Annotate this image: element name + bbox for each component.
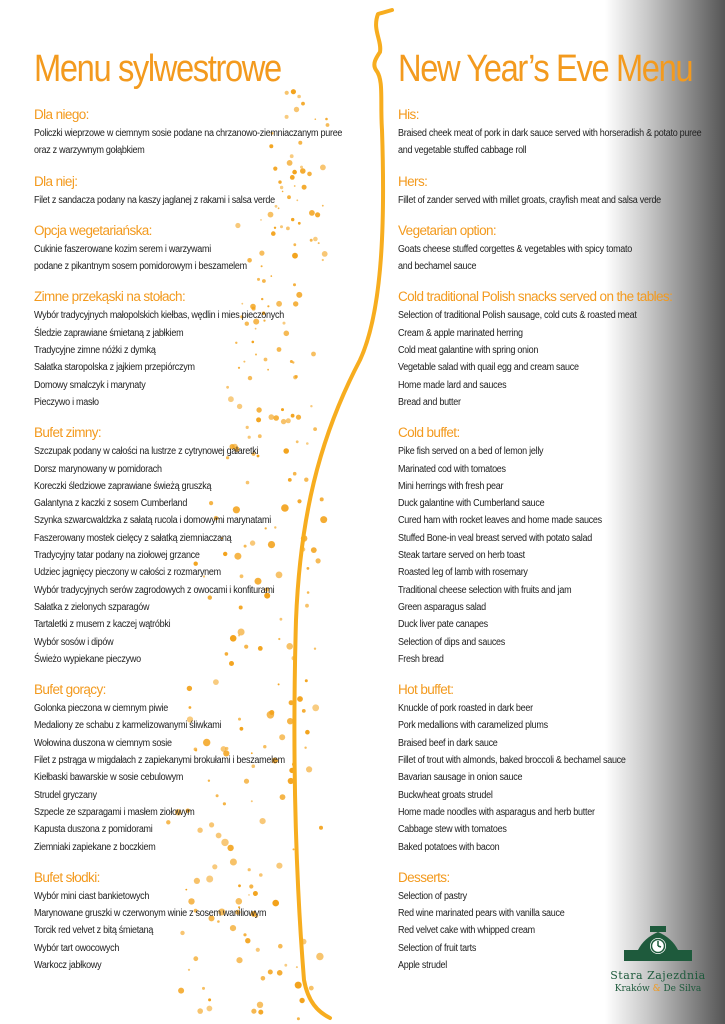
section bbox=[34, 868, 324, 974]
section-heading: Dla niego: bbox=[34, 107, 89, 122]
menu-item: Golonka pieczona w ciemnym piwie bbox=[34, 703, 168, 715]
menu-item: Wybór tradycyjnych małopolskich kiełbas, wędlin i mies pieczonych bbox=[34, 310, 284, 322]
menu-item: Domowy smalczyk i marynaty bbox=[34, 379, 146, 391]
menu-item: Kiełbaski bawarskie w sosie cebulowym bbox=[34, 772, 184, 784]
section bbox=[398, 221, 698, 276]
bubble bbox=[257, 1002, 263, 1008]
menu-item: Duck galantine with Cumberland sauce bbox=[398, 498, 545, 510]
polish-menu-title: Menu sylwestrowe bbox=[34, 48, 281, 90]
menu-item: Wołowina duszona w ciemnym sosie bbox=[34, 737, 172, 749]
menu-item: Udziec jagnięcy pieczony w całości z rozmarynem bbox=[34, 567, 221, 579]
menu-item: Koreczki śledziowe zaprawiane świeżą gruszką bbox=[34, 480, 212, 492]
section-heading: Zimne przekąski na stołach: bbox=[34, 289, 186, 305]
section bbox=[398, 423, 698, 668]
menu-item: Braised beef in dark sauce bbox=[398, 737, 498, 749]
polish-sections bbox=[34, 105, 343, 974]
menu-item: Wybór tradycyjnych serów zagrodowych z owocami i konfiturami bbox=[34, 584, 275, 596]
menu-item: Pike fish served on a bed of lemon jelly bbox=[398, 446, 544, 458]
section bbox=[398, 680, 698, 856]
english-menu-column bbox=[398, 48, 702, 986]
menu-item: Selection of fruit tarts bbox=[398, 942, 477, 954]
section-heading: His: bbox=[398, 107, 419, 122]
section-heading: Vegetarian option: bbox=[398, 222, 497, 238]
menu-item: Selection of pastry bbox=[398, 890, 467, 902]
section-heading: Bufet słodki: bbox=[34, 869, 100, 885]
menu-item: Szpecle ze szparagami i masłem ziołowym bbox=[34, 806, 195, 818]
bubble bbox=[297, 1017, 300, 1020]
menu-item: and vegetable stuffed cabbage roll bbox=[398, 145, 527, 157]
menu-item: Buckwheat groats strudel bbox=[398, 789, 493, 801]
menu-item: Dorsz marynowany w pomidorach bbox=[34, 463, 162, 475]
menu-item: Ziemniaki zapiekane z boczkiem bbox=[34, 841, 156, 853]
section bbox=[398, 172, 698, 209]
logo-city-line bbox=[596, 984, 720, 994]
menu-item: Roasted leg of lamb with rosemary bbox=[398, 567, 528, 579]
menu-item: Stuffed Bone-in veal breast served with potato salad bbox=[398, 532, 592, 544]
menu-item: Strudel gryczany bbox=[34, 789, 97, 801]
section bbox=[34, 105, 343, 160]
menu-item: Tradycyjny tatar podany na ziołowej grzance bbox=[34, 550, 200, 562]
menu-item: Red wine marinated pears with vanilla sauce bbox=[398, 908, 565, 920]
menu-item: and bechamel sauce bbox=[398, 261, 477, 273]
bubble bbox=[258, 1010, 263, 1015]
menu-item: Policzki wieprzowe w ciemnym sosie podane na chrzanowo-ziemniaczanym puree bbox=[34, 128, 343, 139]
menu-item: oraz z warzywnym gołąbkiem bbox=[34, 145, 145, 157]
menu-item: Świeżo wypiekane pieczywo bbox=[34, 653, 141, 665]
menu-item: Selection of dips and sauces bbox=[398, 636, 506, 648]
menu-item: Warkocz jabłkowy bbox=[34, 959, 102, 971]
menu-item: Cold meat galantine with spring onion bbox=[398, 345, 539, 357]
menu-item: Cukinie faszerowane kozim serem i warzywami bbox=[34, 243, 211, 255]
menu-item: Cabbage stew with tomatoes bbox=[398, 824, 507, 836]
menu-item: Braised cheek meat of pork in dark sauce served with horseradish & potato puree bbox=[398, 128, 702, 139]
menu-item: Szynka szwarcwaldzka z sałatą rucola i domowymi marynatami bbox=[34, 515, 271, 527]
menu-item: Fresh bread bbox=[398, 653, 444, 665]
menu-item: Mini herrings with fresh pear bbox=[398, 480, 504, 492]
menu-item: Bread and butter bbox=[398, 396, 461, 408]
polish-menu-column bbox=[34, 48, 343, 986]
menu-item: Szczupak podany w całości na lustrze z cytrynowej galaretki bbox=[34, 446, 259, 458]
bubble bbox=[326, 123, 330, 127]
section bbox=[34, 287, 324, 411]
bubble bbox=[178, 988, 184, 994]
section-heading: Bufet gorący: bbox=[34, 682, 106, 698]
menu-item: Medaliony ze schabu z karmelizowanymi śliwkami bbox=[34, 720, 222, 732]
logo-ampersand: & bbox=[652, 984, 661, 994]
menu-item: Wybór mini ciast bankietowych bbox=[34, 890, 150, 902]
section-heading: Cold buffet: bbox=[398, 425, 460, 441]
section bbox=[398, 287, 698, 411]
logo-name: Stara Zajezdnia bbox=[610, 969, 706, 982]
restaurant-logo bbox=[596, 924, 720, 994]
menu-item: Wybór sosów i dipów bbox=[34, 636, 114, 648]
menu-item: Vegetable salad with quail egg and cream sauce bbox=[398, 362, 579, 374]
menu-item: Fillet of trout with almonds, baked broccoli & bechamel sauce bbox=[398, 755, 626, 767]
menu-item: Traditional cheese selection with fruits and jam bbox=[398, 584, 572, 596]
bubble bbox=[197, 1008, 203, 1014]
bubble bbox=[251, 1009, 256, 1014]
menu-item: podane z pikantnym sosem pomidorowym i beszamelem bbox=[34, 261, 247, 273]
menu-item: Duck liver pate canapes bbox=[398, 619, 488, 631]
section bbox=[34, 680, 324, 856]
english-sections bbox=[398, 105, 702, 974]
menu-item: Cream & apple marinated herring bbox=[398, 327, 523, 339]
english-menu-title: New Year’s Eve Menu bbox=[398, 48, 693, 90]
menu-item: Bavarian sausage in onion sauce bbox=[398, 772, 523, 784]
section bbox=[34, 221, 324, 276]
menu-item: Sałatka staropolska z jajkiem przepiórczym bbox=[34, 362, 195, 374]
menu-item: Baked potatoes with bacon bbox=[398, 841, 500, 853]
menu-item: Pieczywo i masło bbox=[34, 396, 99, 408]
menu-item: Kapusta duszona z pomidorami bbox=[34, 824, 153, 836]
building-clock-icon bbox=[620, 924, 696, 964]
menu-item: Fillet of zander served with millet groats, crayfish meat and salsa verde bbox=[398, 194, 661, 206]
menu-item: Marynowane gruszki w czerwonym winie z sosem waniliowym bbox=[34, 908, 267, 920]
section-heading: Desserts: bbox=[398, 869, 450, 885]
menu-item: Pork medallions with caramelized plums bbox=[398, 720, 548, 732]
section-heading: Dla niej: bbox=[34, 173, 78, 189]
section-heading: Hot buffet: bbox=[398, 682, 454, 698]
section bbox=[34, 423, 324, 668]
menu-item: Knuckle of pork roasted in dark beer bbox=[398, 703, 533, 715]
section bbox=[34, 172, 324, 209]
menu-item: Apple strudel bbox=[398, 959, 448, 971]
section-heading: Hers: bbox=[398, 173, 428, 189]
menu-item: Faszerowany mostek cielęcy z sałatką ziemniaczaną bbox=[34, 532, 232, 544]
logo-partner: De Silva bbox=[663, 984, 702, 994]
section-heading: Cold traditional Polish snacks served on the tables: bbox=[398, 289, 673, 305]
bubble bbox=[208, 998, 211, 1001]
menu-item: Goats cheese stuffed corgettes & vegetables with spicy tomato bbox=[398, 243, 633, 255]
menu-item: Green asparagus salad bbox=[398, 601, 486, 613]
menu-item: Home made lard and sauces bbox=[398, 379, 507, 391]
section-heading: Opcja wegetariańska: bbox=[34, 222, 152, 238]
menu-item: Sałatka z zielonych szparagów bbox=[34, 601, 150, 613]
menu-item: Wybór tart owocowych bbox=[34, 942, 120, 954]
menu-item: Red velvet cake with whipped cream bbox=[398, 925, 535, 937]
bubble bbox=[202, 987, 205, 990]
section-heading: Bufet zimny: bbox=[34, 425, 102, 441]
menu-item: Galantyna z kaczki z sosem Cumberland bbox=[34, 498, 188, 510]
bubble bbox=[207, 1006, 213, 1012]
bubble bbox=[325, 118, 328, 121]
menu-item: Filet z pstrąga w migdałach z zapiekanymi brokułami i beszamelem bbox=[34, 755, 285, 767]
menu-item: Filet z sandacza podany na kaszy jaglanej z rakami i salsa verde bbox=[34, 194, 275, 206]
menu-item: Śledzie zaprawiane śmietaną z jabłkiem bbox=[34, 327, 184, 339]
menu-item: Tartaletki z musem z kaczej wątróbki bbox=[34, 619, 171, 631]
menu-item: Home made noodles with asparagus and herb butter bbox=[398, 806, 595, 818]
section bbox=[398, 105, 702, 160]
menu-item: Selection of traditional Polish sausage, cold cuts & roasted meat bbox=[398, 310, 637, 322]
menu-item: Torcik red velvet z bitą śmietaną bbox=[34, 925, 154, 937]
menu-item: Steak tartare served on herb toast bbox=[398, 550, 525, 562]
bubble bbox=[299, 998, 304, 1003]
bubble bbox=[309, 986, 314, 991]
menu-item: Marinated cod with tomatoes bbox=[398, 463, 506, 475]
menu-item: Cured ham with rocket leaves and home made sauces bbox=[398, 515, 602, 527]
menu-item: Tradycyjne zimne nóżki z dymką bbox=[34, 345, 156, 357]
logo-city: Kraków bbox=[614, 984, 650, 994]
